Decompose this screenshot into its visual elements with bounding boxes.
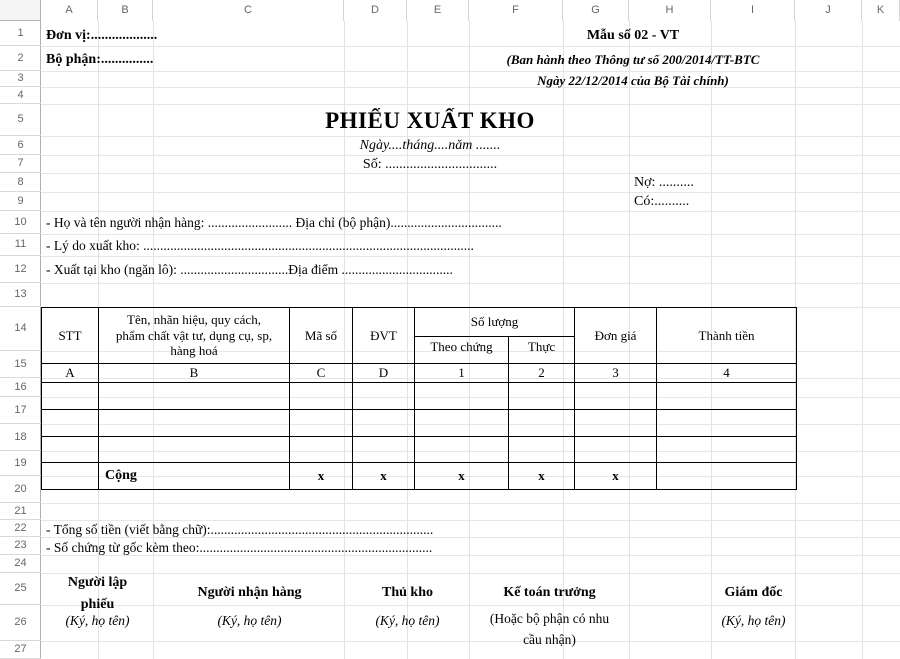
data-cell[interactable] <box>353 410 415 437</box>
data-cell[interactable] <box>657 437 797 463</box>
signature-role: Kế toán trưởng <box>503 585 596 600</box>
data-cell[interactable] <box>415 410 509 437</box>
data-cell[interactable] <box>415 383 509 410</box>
row-header-9[interactable]: 9 <box>0 192 41 211</box>
grid-line-h <box>41 503 900 504</box>
header-quantity: Số lượng <box>415 308 575 337</box>
data-cell[interactable] <box>99 410 290 437</box>
row-header-gutter <box>0 21 41 659</box>
data-cell[interactable] <box>575 410 657 437</box>
grid-line-h <box>41 605 900 606</box>
signature-note: (Hoặc bộ phận có nhu <box>489 611 610 626</box>
total-value: x <box>415 463 509 490</box>
header-amount: Thành tiền <box>657 308 797 364</box>
signature-note-line2: cầu nhận) <box>523 632 576 647</box>
row-header-3[interactable]: 3 <box>0 71 41 87</box>
row-header-12[interactable]: 12 <box>0 256 41 283</box>
grid-line-h <box>41 283 900 284</box>
data-cell[interactable] <box>99 383 290 410</box>
letter-cell: C <box>290 364 353 383</box>
column-header-d[interactable]: D <box>344 0 407 21</box>
grid-line-h <box>41 71 900 72</box>
row-header-10[interactable]: 10 <box>0 211 41 234</box>
column-header-j[interactable]: J <box>795 0 862 21</box>
signature-note: (Ký, họ tên) <box>721 613 786 628</box>
debit-label: Nợ: .......... <box>634 175 694 190</box>
date-line: Ngày....tháng....năm ....... <box>359 138 501 153</box>
page-title: PHIẾU XUẤT KHO <box>325 108 535 133</box>
row-header-25[interactable]: 25 <box>0 573 41 605</box>
row-header-5[interactable]: 5 <box>0 104 41 136</box>
total-value: x <box>290 463 353 490</box>
data-cell[interactable] <box>657 410 797 437</box>
row-header-20[interactable]: 20 <box>0 476 41 503</box>
column-header-k[interactable]: K <box>862 0 900 21</box>
row-header-21[interactable]: 21 <box>0 503 41 520</box>
signature-note: (Ký, họ tên) <box>65 613 130 628</box>
data-cell[interactable] <box>415 437 509 463</box>
data-cell[interactable] <box>509 410 575 437</box>
credit-label: Có:.......... <box>634 194 690 209</box>
header-qty-doc: Theo chứng <box>415 337 509 364</box>
data-cell[interactable] <box>575 437 657 463</box>
letter-cell: 3 <box>575 364 657 383</box>
header-name <box>99 308 290 364</box>
data-cell[interactable] <box>657 383 797 410</box>
signature-role: Thủ kho <box>382 585 433 600</box>
grid-line-h <box>41 104 900 105</box>
data-cell[interactable] <box>42 437 99 463</box>
row-header-23[interactable]: 23 <box>0 537 41 555</box>
column-header-g[interactable]: G <box>563 0 629 21</box>
total-value: x <box>353 463 415 490</box>
total-value: x <box>575 463 657 490</box>
total-label: Cộng <box>99 463 290 490</box>
row-header-14[interactable]: 14 <box>0 307 41 351</box>
grid-line-h <box>41 155 900 156</box>
documents-line: - Số chứng từ gốc kèm theo:..................................................................... <box>46 540 433 555</box>
goods-table <box>41 307 797 490</box>
column-header-b[interactable]: B <box>98 0 153 21</box>
row-header-18[interactable]: 18 <box>0 424 41 451</box>
row-header-6[interactable]: 6 <box>0 136 41 155</box>
signature-role: Người lập <box>67 575 128 590</box>
header-name-l1: Tên, nhãn hiệu, quy cách, <box>127 311 261 327</box>
unit-label: Đơn vị:................... <box>46 28 158 43</box>
total-empty-cell <box>42 463 99 490</box>
letter-cell: B <box>99 364 290 383</box>
grid-line-h <box>41 520 900 521</box>
letter-cell: 4 <box>657 364 797 383</box>
grid-line-v <box>862 21 863 659</box>
column-header-h[interactable]: H <box>629 0 711 21</box>
header-name-l3: hàng hoá <box>170 343 218 359</box>
letter-cell: 2 <box>509 364 575 383</box>
header-unit-price: Đơn giá <box>575 308 657 364</box>
row-header-13[interactable]: 13 <box>0 283 41 307</box>
row-header-11[interactable]: 11 <box>0 234 41 256</box>
reason-line: - Lý do xuất kho: .................................................................................................. <box>46 238 474 253</box>
row-header-26[interactable]: 26 <box>0 605 41 641</box>
grid-line-h <box>41 211 900 212</box>
row-header-16[interactable]: 16 <box>0 378 41 397</box>
header-code: Mã số <box>290 308 353 364</box>
signature-note: (Ký, họ tên) <box>375 613 440 628</box>
header-name-l2: phẩm chất vật tư, dụng cụ, sp, <box>115 327 273 343</box>
department-label: Bộ phận:............... <box>46 52 154 67</box>
issue-line-1: (Ban hành theo Thông tư số 200/2014/TT-BTC <box>506 52 760 67</box>
number-line: Số: ................................ <box>362 157 498 172</box>
letter-cell: A <box>42 364 99 383</box>
total-words-line: - Tổng số tiền (viết bằng chữ):.................................................................. <box>46 522 434 537</box>
data-cell[interactable] <box>99 437 290 463</box>
receiver-line: - Họ và tên người nhận hàng: ......................... Địa chỉ (bộ phận)................................. <box>46 215 502 230</box>
row-header-27[interactable]: 27 <box>0 641 41 659</box>
row-header-7[interactable]: 7 <box>0 155 41 173</box>
data-cell[interactable] <box>575 383 657 410</box>
data-cell[interactable] <box>509 383 575 410</box>
row-header-19[interactable]: 19 <box>0 451 41 476</box>
select-all-corner[interactable] <box>0 0 41 21</box>
data-cell[interactable] <box>353 437 415 463</box>
data-cell[interactable] <box>509 437 575 463</box>
grid-line-h <box>41 136 900 137</box>
signature-note: (Ký, họ tên) <box>217 613 282 628</box>
data-cell[interactable] <box>42 410 99 437</box>
column-header-c[interactable]: C <box>153 0 344 21</box>
signature-role-line2: phiếu <box>80 597 115 612</box>
row-header-24[interactable]: 24 <box>0 555 41 573</box>
grid-line-h <box>41 46 900 47</box>
grid-line-h <box>41 573 900 574</box>
warehouse-line: - Xuất tại kho (ngăn lô): ................................Địa điểm ................................. <box>46 262 453 277</box>
form-code: Mẫu số 02 - VT <box>586 28 680 43</box>
column-header-e[interactable]: E <box>407 0 469 21</box>
table-total-row <box>42 463 797 490</box>
signature-role: Giám đốc <box>724 585 783 600</box>
grid-line-h <box>41 173 900 174</box>
total-value: x <box>509 463 575 490</box>
row-header-17[interactable]: 17 <box>0 397 41 424</box>
grid-line-h <box>41 234 900 235</box>
column-header-bar <box>0 0 900 21</box>
table-row[interactable] <box>42 383 797 410</box>
row-header-15[interactable]: 15 <box>0 351 41 378</box>
letter-cell: D <box>353 364 415 383</box>
data-cell[interactable] <box>353 383 415 410</box>
column-header-a[interactable]: A <box>41 0 98 21</box>
table-row[interactable] <box>42 437 797 463</box>
data-cell[interactable] <box>290 410 353 437</box>
row-header-22[interactable]: 22 <box>0 520 41 537</box>
issue-line-2: Ngày 22/12/2014 của Bộ Tài chính) <box>537 73 729 88</box>
grid-line-h <box>41 256 900 257</box>
header-stt: STT <box>42 308 99 364</box>
row-header-4[interactable]: 4 <box>0 87 41 104</box>
row-header-8[interactable]: 8 <box>0 173 41 192</box>
header-unit: ĐVT <box>353 308 415 364</box>
table-header-row-1 <box>42 308 797 337</box>
table-letter-row <box>42 364 797 383</box>
signature-role: Người nhận hàng <box>197 585 302 600</box>
header-qty-actual: Thực <box>509 337 575 364</box>
column-header-i[interactable]: I <box>711 0 795 21</box>
data-cell[interactable] <box>290 437 353 463</box>
grid-line-h <box>41 192 900 193</box>
data-cell[interactable] <box>290 383 353 410</box>
column-header-f[interactable]: F <box>469 0 563 21</box>
data-cell[interactable] <box>42 383 99 410</box>
row-header-2[interactable]: 2 <box>0 46 41 71</box>
table-row[interactable] <box>42 410 797 437</box>
row-header-1[interactable]: 1 <box>0 21 41 46</box>
total-value <box>657 463 797 490</box>
letter-cell: 1 <box>415 364 509 383</box>
